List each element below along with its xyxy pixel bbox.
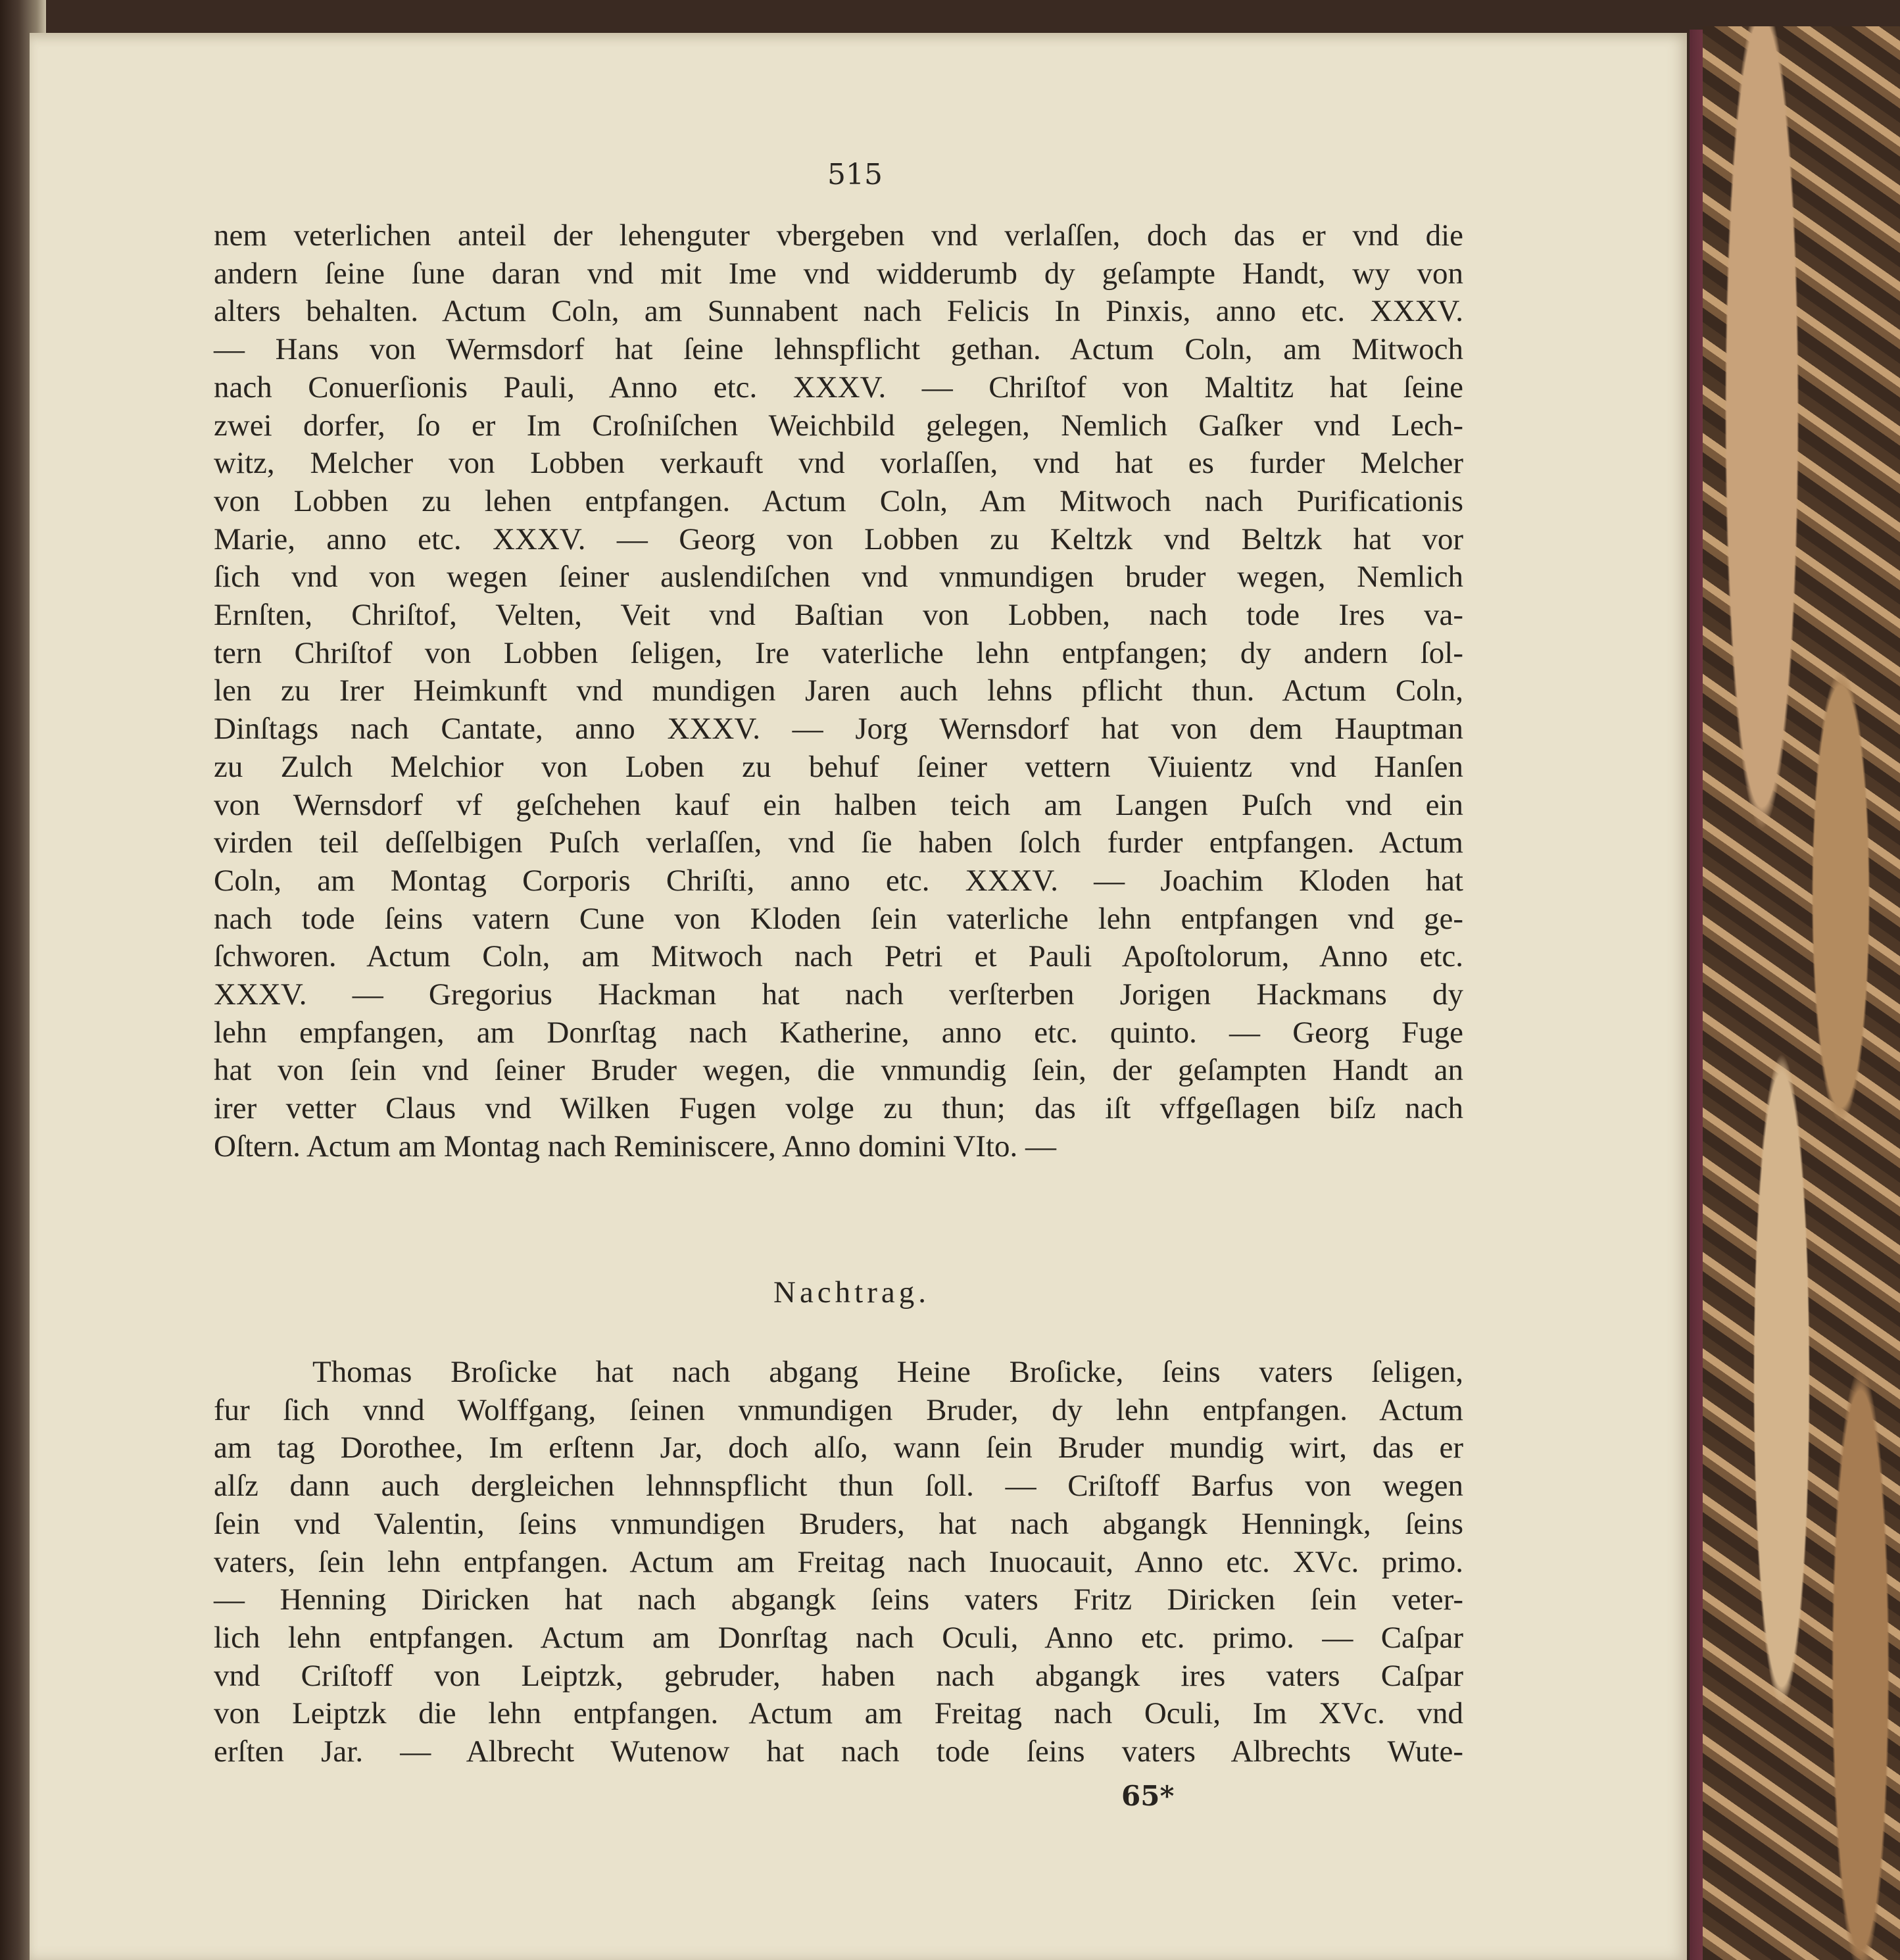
text-line: nem veterlichen anteil der lehenguter vbergeben vnd verlaſſen, doch das er vnd die: [214, 218, 1463, 253]
text-line: Oſtern. Actum am Montag nach Reminiscere, Anno domini VIto. —: [214, 1129, 1056, 1164]
text-line: Dinſtags nach Cantate, anno XXXV. — Jorg Wernsdorf hat von dem Hauptman: [214, 712, 1463, 747]
text-line: Marie, anno etc. XXXV. — Georg von Lobben zu Keltzk vnd Beltzk hat vor: [214, 522, 1463, 556]
text-line: XXXV. — Gregorius Hackman hat nach verſterben Jorigen Hackmans dy: [214, 977, 1463, 1012]
text-line: irer vetter Claus vnd Wilken Fugen volge zu thun; das iſt vffgeſlagen biſz nach: [214, 1091, 1463, 1126]
text-line: alters behalten. Actum Coln, am Sunnabent nach Felicis In Pinxis, anno etc. XXXV.: [214, 294, 1463, 329]
text-line: zwei dorfer, ſo er Im Croſniſchen Weichbild gelegen, Nemlich Gaſker vnd Lech-: [214, 408, 1463, 443]
text-line: ſchworen. Actum Coln, am Mitwoch nach Petri et Pauli Apoſtolorum, Anno etc.: [214, 939, 1463, 974]
text-line: am tag Dorothee, Im erſtenn Jar, doch alſo, wann ſein Bruder mundig wirt, das er: [214, 1431, 1463, 1465]
text-line: zu Zulch Melchior von Loben zu behuf ſeiner vettern Viuientz vnd Hanſen: [214, 749, 1463, 784]
text-line: fur ſich vnnd Wolffgang, ſeinen vnmundigen Bruder, dy lehn entpfangen. Actum: [214, 1392, 1463, 1427]
text-line: ſein vnd Valentin, ſeins vnmundigen Bruders, hat nach abgangk Henningk, ſeins: [214, 1506, 1463, 1541]
section-heading: Nachtrag.: [773, 1275, 930, 1310]
text-line: virden teil deſſelbigen Puſch verlaſſen, vnd ſie haben ſolch furder entpfangen. Actum: [214, 825, 1463, 860]
marbled-cover-board: [1703, 26, 1900, 1960]
main-text: [214, 217, 1463, 1166]
text-line: von Lobben zu lehen entpfangen. Actum Coln, Am Mitwoch nach Purificationis: [214, 483, 1463, 518]
text-line: Coln, am Montag Corporis Chriſti, anno etc. XXXV. — Joachim Kloden hat: [214, 863, 1463, 898]
text-line: len zu Irer Heimkunft vnd mundigen Jaren auch lehns pflicht thun. Actum Coln,: [214, 674, 1463, 708]
signature-mark: 65*: [1121, 1780, 1175, 1812]
text-line: vnd Criſtoff von Leiptzk, gebruder, haben nach abgangk ires vaters Caſpar: [214, 1658, 1463, 1693]
text-line: von Wernsdorf vf geſchehen kauf ein halben teich am Langen Puſch vnd ein: [214, 787, 1463, 822]
text-line: alſz dann auch dergleichen lehnnspflicht thun ſoll. — Criſtoff Barfus von wegen: [214, 1469, 1463, 1504]
text-line: lich lehn entpfangen. Actum am Donrſtag nach Oculi, Anno etc. primo. — Caſpar: [214, 1620, 1463, 1655]
text-line: andern ſeine ſune daran vnd mit Ime vnd widderumb dy geſampte Handt, wy von: [214, 256, 1463, 291]
text-line: Thomas Broſicke hat nach abgang Heine Broſicke, ſeins vaters ſeligen,: [312, 1355, 1463, 1389]
text-line: lehn empfangen, am Donrſtag nach Katherine, anno etc. quinto. — Georg Fuge: [214, 1015, 1463, 1050]
text-line: nach Conuerſionis Pauli, Anno etc. XXXV. — Chriſtof von Maltitz hat ſeine: [214, 370, 1463, 404]
text-line: hat von ſein vnd ſeiner Bruder wegen, die vnmundig ſein, der geſampten Handt an: [214, 1053, 1463, 1088]
text-line: witz, Melcher von Lobben verkauft vnd vorlaſſen, vnd hat es furder Melcher: [214, 446, 1463, 481]
text-line: vaters, ſein lehn entpfangen. Actum am Freitag nach Inuocauit, Anno etc. XVc. primo.: [214, 1544, 1463, 1579]
text-line: erſten Jar. — Albrecht Wutenow hat nach tode ſeins vaters Albrechts Wute-: [214, 1734, 1463, 1769]
nachtrag-text: [214, 1354, 1463, 1771]
text-line: ſich vnd von wegen ſeiner auslendiſchen vnd vnmundigen bruder wegen, Nemlich: [214, 560, 1463, 595]
text-line: — Hans von Wermsdorf hat ſeine lehnspflicht gethan. Actum Coln, am Mitwoch: [214, 332, 1463, 367]
text-line: tern Chriſtof von Lobben ſeligen, Ire vaterliche lehn entpfangen; dy andern ſol-: [214, 635, 1463, 670]
text-line: — Henning Diricken hat nach abgangk ſeins vaters Fritz Diricken ſein veter-: [214, 1582, 1463, 1617]
text-line: nach tode ſeins vatern Cune von Kloden ſein vaterliche lehn entpfangen vnd ge-: [214, 901, 1463, 936]
book-page: [30, 33, 1687, 1960]
page-number: 515: [827, 158, 883, 191]
text-line: von Leiptzk die lehn entpfangen. Actum am Freitag nach Oculi, Im XVc. vnd: [214, 1696, 1463, 1731]
text-line: Ernſten, Chriſtof, Velten, Veit vnd Baſtian von Lobben, nach tode Ires va-: [214, 598, 1463, 633]
